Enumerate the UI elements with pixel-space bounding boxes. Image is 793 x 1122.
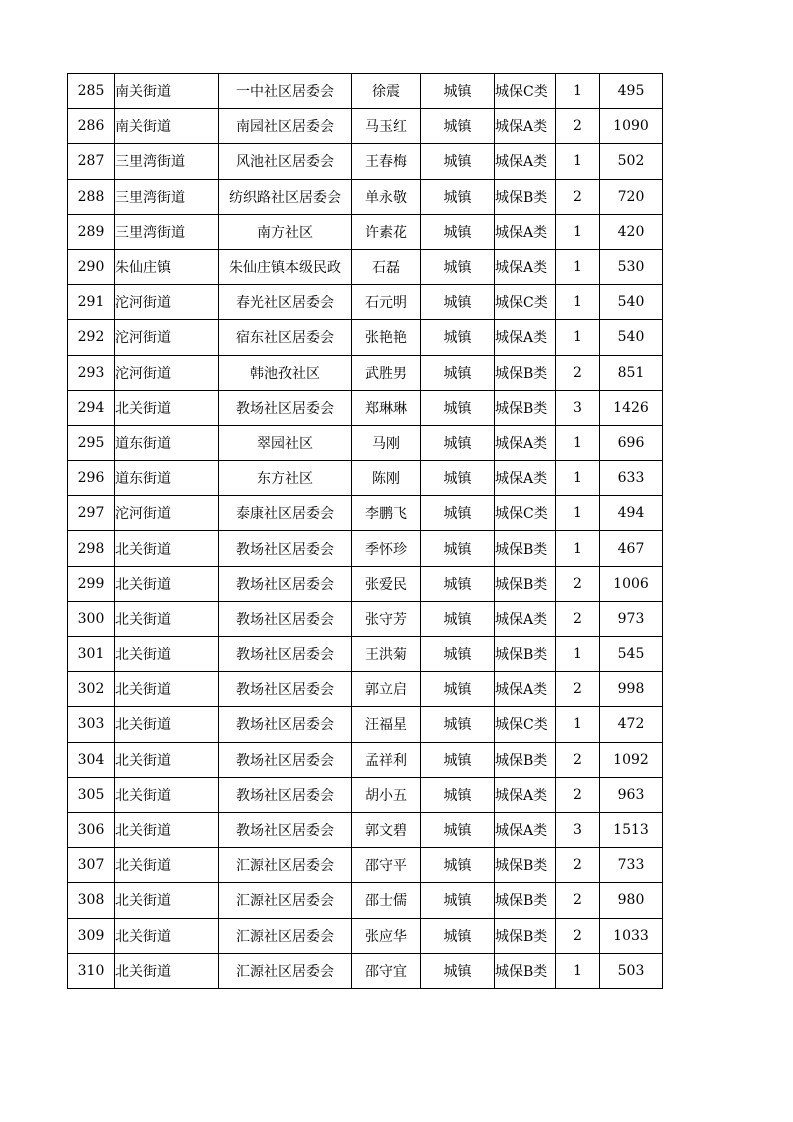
household-count-cell: 1 xyxy=(556,707,600,742)
row-number-cell: 292 xyxy=(68,320,115,355)
table-row xyxy=(68,531,663,566)
row-number-cell: 309 xyxy=(68,918,115,953)
table-row xyxy=(68,425,663,460)
household-count-cell: 3 xyxy=(556,390,600,425)
category-cell: 城保A类 xyxy=(495,672,556,707)
amount-cell: 545 xyxy=(600,637,663,672)
category-cell: 城保B类 xyxy=(495,531,556,566)
row-number-cell: 310 xyxy=(68,953,115,988)
row-number-cell: 301 xyxy=(68,637,115,672)
category-cell: 城保B类 xyxy=(495,918,556,953)
table-row xyxy=(68,883,663,918)
area-type-cell: 城镇 xyxy=(421,320,495,355)
category-cell: 城保A类 xyxy=(495,461,556,496)
category-cell: 城保A类 xyxy=(495,425,556,460)
name-cell: 单永敬 xyxy=(352,179,421,214)
household-count-cell: 2 xyxy=(556,566,600,601)
name-cell: 张守芳 xyxy=(352,601,421,636)
row-number-cell: 290 xyxy=(68,249,115,284)
row-number-cell: 306 xyxy=(68,812,115,847)
name-cell: 张艳艳 xyxy=(352,320,421,355)
area-type-cell: 城镇 xyxy=(421,883,495,918)
category-cell: 城保B类 xyxy=(495,848,556,883)
community-cell: 春光社区居委会 xyxy=(219,285,352,320)
table-row xyxy=(68,214,663,249)
community-cell: 教场社区居委会 xyxy=(219,566,352,601)
community-cell: 汇源社区居委会 xyxy=(219,848,352,883)
amount-cell: 503 xyxy=(600,953,663,988)
amount-cell: 963 xyxy=(600,777,663,812)
street-cell: 北关街道 xyxy=(115,637,219,672)
category-cell: 城保B类 xyxy=(495,355,556,390)
row-number-cell: 302 xyxy=(68,672,115,707)
amount-cell: 973 xyxy=(600,601,663,636)
amount-cell: 1513 xyxy=(600,812,663,847)
area-type-cell: 城镇 xyxy=(421,918,495,953)
area-type-cell: 城镇 xyxy=(421,285,495,320)
community-cell: 韩池孜社区 xyxy=(219,355,352,390)
area-type-cell: 城镇 xyxy=(421,566,495,601)
table-row xyxy=(68,601,663,636)
community-cell: 教场社区居委会 xyxy=(219,812,352,847)
household-count-cell: 2 xyxy=(556,672,600,707)
community-cell: 教场社区居委会 xyxy=(219,672,352,707)
household-count-cell: 2 xyxy=(556,777,600,812)
street-cell: 朱仙庄镇 xyxy=(115,249,219,284)
household-count-cell: 2 xyxy=(556,742,600,777)
name-cell: 武胜男 xyxy=(352,355,421,390)
area-type-cell: 城镇 xyxy=(421,74,495,109)
household-count-cell: 1 xyxy=(556,285,600,320)
area-type-cell: 城镇 xyxy=(421,953,495,988)
table-row xyxy=(68,144,663,179)
row-number-cell: 286 xyxy=(68,109,115,144)
amount-cell: 1426 xyxy=(600,390,663,425)
community-cell: 宿东社区居委会 xyxy=(219,320,352,355)
street-cell: 三里湾街道 xyxy=(115,144,219,179)
row-number-cell: 287 xyxy=(68,144,115,179)
name-cell: 许素花 xyxy=(352,214,421,249)
community-cell: 南方社区 xyxy=(219,214,352,249)
category-cell: 城保B类 xyxy=(495,179,556,214)
name-cell: 汪福星 xyxy=(352,707,421,742)
table-row xyxy=(68,777,663,812)
household-count-cell: 1 xyxy=(556,214,600,249)
street-cell: 北关街道 xyxy=(115,601,219,636)
amount-cell: 502 xyxy=(600,144,663,179)
street-cell: 沱河街道 xyxy=(115,320,219,355)
household-count-cell: 1 xyxy=(556,320,600,355)
community-cell: 教场社区居委会 xyxy=(219,637,352,672)
amount-cell: 1092 xyxy=(600,742,663,777)
street-cell: 沱河街道 xyxy=(115,496,219,531)
row-number-cell: 308 xyxy=(68,883,115,918)
street-cell: 沱河街道 xyxy=(115,285,219,320)
area-type-cell: 城镇 xyxy=(421,461,495,496)
street-cell: 北关街道 xyxy=(115,742,219,777)
category-cell: 城保C类 xyxy=(495,496,556,531)
row-number-cell: 291 xyxy=(68,285,115,320)
amount-cell: 1006 xyxy=(600,566,663,601)
household-count-cell: 2 xyxy=(556,883,600,918)
amount-cell: 851 xyxy=(600,355,663,390)
area-type-cell: 城镇 xyxy=(421,531,495,566)
area-type-cell: 城镇 xyxy=(421,742,495,777)
community-cell: 汇源社区居委会 xyxy=(219,918,352,953)
household-count-cell: 1 xyxy=(556,461,600,496)
community-cell: 教场社区居委会 xyxy=(219,742,352,777)
name-cell: 王春梅 xyxy=(352,144,421,179)
table-row xyxy=(68,285,663,320)
name-cell: 张应华 xyxy=(352,918,421,953)
area-type-cell: 城镇 xyxy=(421,425,495,460)
household-count-cell: 2 xyxy=(556,918,600,953)
area-type-cell: 城镇 xyxy=(421,249,495,284)
household-count-cell: 1 xyxy=(556,425,600,460)
street-cell: 道东街道 xyxy=(115,425,219,460)
row-number-cell: 297 xyxy=(68,496,115,531)
area-type-cell: 城镇 xyxy=(421,214,495,249)
area-type-cell: 城镇 xyxy=(421,672,495,707)
name-cell: 张爱民 xyxy=(352,566,421,601)
community-cell: 风池社区居委会 xyxy=(219,144,352,179)
area-type-cell: 城镇 xyxy=(421,496,495,531)
row-number-cell: 293 xyxy=(68,355,115,390)
amount-cell: 1033 xyxy=(600,918,663,953)
name-cell: 陈刚 xyxy=(352,461,421,496)
area-type-cell: 城镇 xyxy=(421,601,495,636)
table-row xyxy=(68,109,663,144)
category-cell: 城保A类 xyxy=(495,777,556,812)
street-cell: 南关街道 xyxy=(115,109,219,144)
table-body xyxy=(68,74,663,989)
beneficiary-table xyxy=(67,73,663,989)
category-cell: 城保B类 xyxy=(495,742,556,777)
row-number-cell: 296 xyxy=(68,461,115,496)
area-type-cell: 城镇 xyxy=(421,777,495,812)
name-cell: 郭立启 xyxy=(352,672,421,707)
name-cell: 王洪菊 xyxy=(352,637,421,672)
street-cell: 北关街道 xyxy=(115,566,219,601)
street-cell: 北关街道 xyxy=(115,918,219,953)
table-row xyxy=(68,918,663,953)
name-cell: 马玉红 xyxy=(352,109,421,144)
row-number-cell: 295 xyxy=(68,425,115,460)
area-type-cell: 城镇 xyxy=(421,848,495,883)
table-row xyxy=(68,848,663,883)
area-type-cell: 城镇 xyxy=(421,109,495,144)
name-cell: 邵守平 xyxy=(352,848,421,883)
household-count-cell: 1 xyxy=(556,74,600,109)
category-cell: 城保C类 xyxy=(495,707,556,742)
table-row xyxy=(68,179,663,214)
name-cell: 石元明 xyxy=(352,285,421,320)
row-number-cell: 299 xyxy=(68,566,115,601)
name-cell: 李鹏飞 xyxy=(352,496,421,531)
table-row xyxy=(68,461,663,496)
amount-cell: 633 xyxy=(600,461,663,496)
name-cell: 马刚 xyxy=(352,425,421,460)
household-count-cell: 2 xyxy=(556,109,600,144)
category-cell: 城保B类 xyxy=(495,883,556,918)
category-cell: 城保A类 xyxy=(495,109,556,144)
amount-cell: 540 xyxy=(600,320,663,355)
household-count-cell: 1 xyxy=(556,531,600,566)
row-number-cell: 294 xyxy=(68,390,115,425)
category-cell: 城保A类 xyxy=(495,320,556,355)
community-cell: 教场社区居委会 xyxy=(219,601,352,636)
street-cell: 北关街道 xyxy=(115,883,219,918)
community-cell: 汇源社区居委会 xyxy=(219,883,352,918)
table-row xyxy=(68,566,663,601)
community-cell: 泰康社区居委会 xyxy=(219,496,352,531)
category-cell: 城保B类 xyxy=(495,953,556,988)
row-number-cell: 289 xyxy=(68,214,115,249)
household-count-cell: 3 xyxy=(556,812,600,847)
name-cell: 郭文碧 xyxy=(352,812,421,847)
row-number-cell: 285 xyxy=(68,74,115,109)
name-cell: 胡小五 xyxy=(352,777,421,812)
street-cell: 北关街道 xyxy=(115,390,219,425)
category-cell: 城保B类 xyxy=(495,637,556,672)
category-cell: 城保A类 xyxy=(495,249,556,284)
table-row xyxy=(68,249,663,284)
table-row xyxy=(68,707,663,742)
community-cell: 南园社区居委会 xyxy=(219,109,352,144)
amount-cell: 467 xyxy=(600,531,663,566)
household-count-cell: 1 xyxy=(556,249,600,284)
category-cell: 城保C类 xyxy=(495,285,556,320)
category-cell: 城保A类 xyxy=(495,812,556,847)
household-count-cell: 2 xyxy=(556,179,600,214)
household-count-cell: 1 xyxy=(556,637,600,672)
name-cell: 徐震 xyxy=(352,74,421,109)
community-cell: 翠园社区 xyxy=(219,425,352,460)
name-cell: 邵守宜 xyxy=(352,953,421,988)
street-cell: 南关街道 xyxy=(115,74,219,109)
household-count-cell: 2 xyxy=(556,848,600,883)
street-cell: 道东街道 xyxy=(115,461,219,496)
community-cell: 东方社区 xyxy=(219,461,352,496)
amount-cell: 980 xyxy=(600,883,663,918)
amount-cell: 720 xyxy=(600,179,663,214)
table-row xyxy=(68,672,663,707)
area-type-cell: 城镇 xyxy=(421,812,495,847)
amount-cell: 495 xyxy=(600,74,663,109)
row-number-cell: 298 xyxy=(68,531,115,566)
category-cell: 城保B类 xyxy=(495,566,556,601)
community-cell: 纺织路社区居委会 xyxy=(219,179,352,214)
area-type-cell: 城镇 xyxy=(421,179,495,214)
street-cell: 沱河街道 xyxy=(115,355,219,390)
table-row xyxy=(68,74,663,109)
row-number-cell: 304 xyxy=(68,742,115,777)
area-type-cell: 城镇 xyxy=(421,637,495,672)
area-type-cell: 城镇 xyxy=(421,144,495,179)
category-cell: 城保A类 xyxy=(495,144,556,179)
household-count-cell: 2 xyxy=(556,355,600,390)
table-row xyxy=(68,355,663,390)
community-cell: 教场社区居委会 xyxy=(219,531,352,566)
area-type-cell: 城镇 xyxy=(421,355,495,390)
street-cell: 北关街道 xyxy=(115,707,219,742)
community-cell: 一中社区居委会 xyxy=(219,74,352,109)
amount-cell: 696 xyxy=(600,425,663,460)
amount-cell: 540 xyxy=(600,285,663,320)
table-row xyxy=(68,496,663,531)
community-cell: 教场社区居委会 xyxy=(219,777,352,812)
community-cell: 汇源社区居委会 xyxy=(219,953,352,988)
street-cell: 北关街道 xyxy=(115,777,219,812)
amount-cell: 530 xyxy=(600,249,663,284)
street-cell: 北关街道 xyxy=(115,848,219,883)
row-number-cell: 288 xyxy=(68,179,115,214)
street-cell: 北关街道 xyxy=(115,953,219,988)
table-row xyxy=(68,390,663,425)
name-cell: 郑琳琳 xyxy=(352,390,421,425)
row-number-cell: 300 xyxy=(68,601,115,636)
amount-cell: 420 xyxy=(600,214,663,249)
household-count-cell: 1 xyxy=(556,144,600,179)
category-cell: 城保A类 xyxy=(495,214,556,249)
area-type-cell: 城镇 xyxy=(421,707,495,742)
area-type-cell: 城镇 xyxy=(421,390,495,425)
amount-cell: 494 xyxy=(600,496,663,531)
street-cell: 北关街道 xyxy=(115,531,219,566)
household-count-cell: 1 xyxy=(556,496,600,531)
street-cell: 三里湾街道 xyxy=(115,179,219,214)
table-row xyxy=(68,320,663,355)
name-cell: 孟祥利 xyxy=(352,742,421,777)
name-cell: 石磊 xyxy=(352,249,421,284)
amount-cell: 1090 xyxy=(600,109,663,144)
household-count-cell: 2 xyxy=(556,601,600,636)
table-row xyxy=(68,953,663,988)
row-number-cell: 305 xyxy=(68,777,115,812)
category-cell: 城保A类 xyxy=(495,601,556,636)
community-cell: 教场社区居委会 xyxy=(219,390,352,425)
table-row xyxy=(68,742,663,777)
community-cell: 教场社区居委会 xyxy=(219,707,352,742)
row-number-cell: 303 xyxy=(68,707,115,742)
name-cell: 邵士儒 xyxy=(352,883,421,918)
category-cell: 城保B类 xyxy=(495,390,556,425)
name-cell: 季怀珍 xyxy=(352,531,421,566)
community-cell: 朱仙庄镇本级民政 xyxy=(219,249,352,284)
amount-cell: 733 xyxy=(600,848,663,883)
amount-cell: 998 xyxy=(600,672,663,707)
row-number-cell: 307 xyxy=(68,848,115,883)
street-cell: 北关街道 xyxy=(115,672,219,707)
category-cell: 城保C类 xyxy=(495,74,556,109)
table-row xyxy=(68,812,663,847)
amount-cell: 472 xyxy=(600,707,663,742)
household-count-cell: 1 xyxy=(556,953,600,988)
table-row xyxy=(68,637,663,672)
street-cell: 北关街道 xyxy=(115,812,219,847)
street-cell: 三里湾街道 xyxy=(115,214,219,249)
